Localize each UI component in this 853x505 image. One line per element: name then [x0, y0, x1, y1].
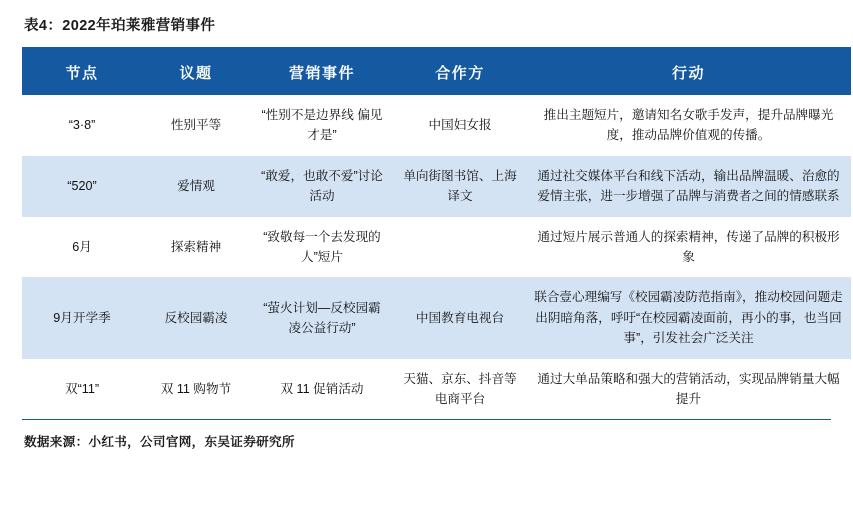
cell-action: 通过社交媒体平台和线下活动，输出品牌温暖、治愈的爱情主张，进一步增强了品牌与消费者之间的情感联系 [526, 156, 851, 217]
cell-partner: 天猫、京东、抖音等电商平台 [394, 359, 526, 420]
table-body [22, 95, 851, 419]
cell-node: 6月 [22, 217, 142, 278]
cell-node: “520” [22, 156, 142, 217]
cell-node: 双“11” [22, 359, 142, 420]
table-bottom-rule [22, 419, 831, 420]
cell-topic: 爱情观 [142, 156, 250, 217]
cell-event: “性别不是边界线 偏见才是” [250, 95, 394, 156]
table-row [22, 217, 851, 278]
cell-partner: 单向街图书馆、上海译文 [394, 156, 526, 217]
column-header-topic: 议题 [142, 48, 250, 95]
cell-event: “致敬每一个去发现的人”短片 [250, 217, 394, 278]
cell-topic: 双 11 购物节 [142, 359, 250, 420]
table-header-row [22, 48, 851, 95]
cell-action: 联合壹心理编写《校园霸凌防范指南》，推动校园问题走出阴暗角落，呼吁“在校园霸凌面前，再小的事，也当回事”，引发社会广泛关注 [526, 277, 851, 358]
cell-action: 推出主题短片，邀请知名女歌手发声，提升品牌曝光度，推动品牌价值观的传播。 [526, 95, 851, 156]
cell-partner: 中国妇女报 [394, 95, 526, 156]
cell-node: 9月开学季 [22, 277, 142, 358]
cell-topic: 探索精神 [142, 217, 250, 278]
table-row [22, 95, 851, 156]
column-header-node: 节点 [22, 48, 142, 95]
column-header-event: 营销事件 [250, 48, 394, 95]
cell-topic: 反校园霸凌 [142, 277, 250, 358]
cell-topic: 性别平等 [142, 95, 250, 156]
cell-action: 通过短片展示普通人的探索精神，传递了品牌的积极形象 [526, 217, 851, 278]
cell-partner [394, 217, 526, 278]
column-header-partner: 合作方 [394, 48, 526, 95]
cell-event: 双 11 促销活动 [250, 359, 394, 420]
marketing-events-table [22, 47, 851, 419]
table-row [22, 359, 851, 420]
table-row [22, 156, 851, 217]
cell-node: “3·8” [22, 95, 142, 156]
cell-event: “萤火计划—反校园霸凌公益行动” [250, 277, 394, 358]
table-row [22, 277, 851, 358]
table-caption: 表4：2022年珀莱雅营销事件 [24, 18, 216, 34]
column-header-action: 行动 [526, 48, 851, 95]
cell-partner: 中国教育电视台 [394, 277, 526, 358]
source-note: 数据来源：小红书，公司官网，东吴证券研究所 [24, 435, 295, 450]
cell-event: “敢爱，也敢不爱”讨论活动 [250, 156, 394, 217]
cell-action: 通过大单品策略和强大的营销活动，实现品牌销量大幅提升 [526, 359, 851, 420]
table-header [22, 48, 851, 95]
